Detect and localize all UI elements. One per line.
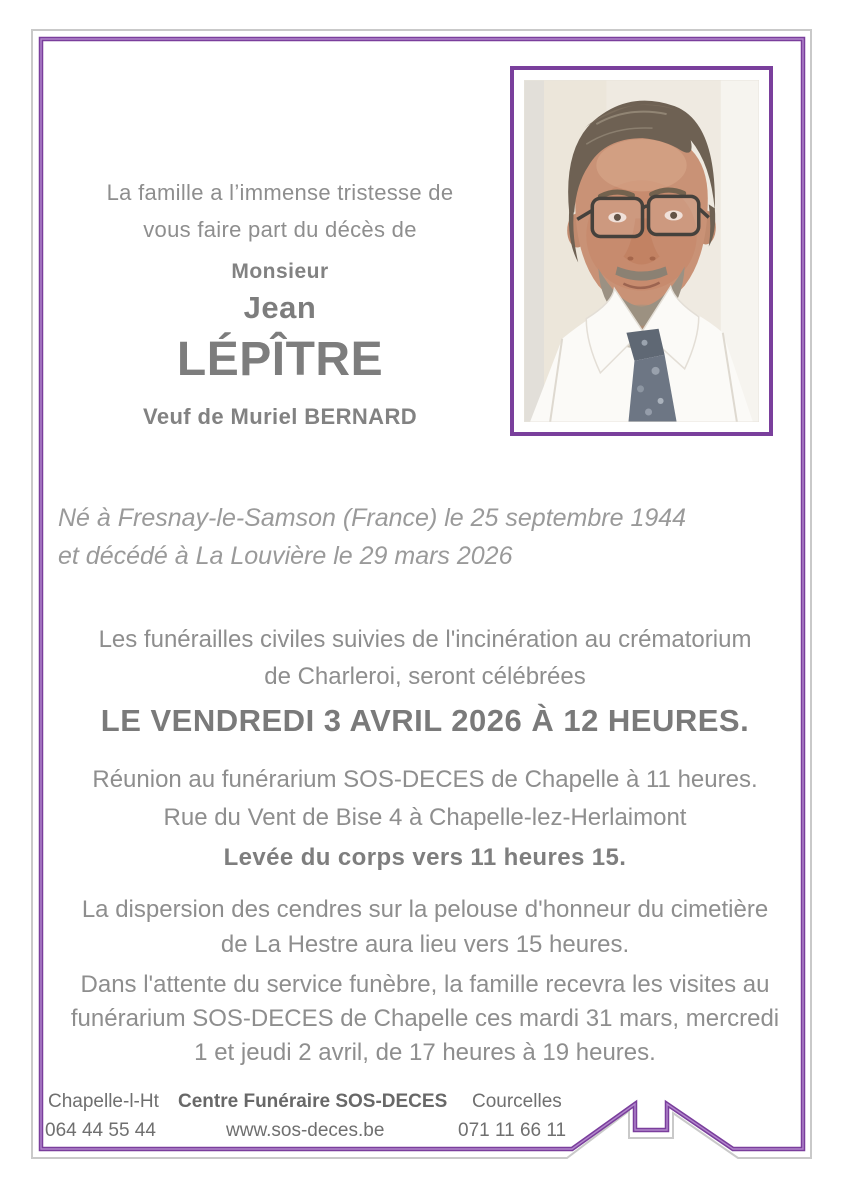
dispersion-line-2: de La Hestre aura lieu vers 15 heures. bbox=[220, 931, 630, 958]
footer-location-left: Chapelle-l-Ht bbox=[48, 1091, 159, 1112]
intro-line-1: La famille a l’immense tristesse de bbox=[106, 180, 454, 205]
death-line: et décédé à La Louvière le 29 mars 2026 bbox=[58, 542, 513, 570]
birth-line: Né à Fresnay-le-Samson (France) le 25 septembre 1944 bbox=[58, 504, 687, 532]
dispersion-text bbox=[44, 892, 806, 962]
levee-corps-line: Levée du corps vers 11 heures 15. bbox=[223, 844, 627, 871]
glasses bbox=[577, 196, 709, 236]
ceremony-date: LE VENDREDI 3 AVRIL 2026 À 12 HEURES. bbox=[100, 703, 750, 738]
footer-phone-right: 071 11 66 11 bbox=[458, 1120, 567, 1141]
intro-line-2: vous faire part du décès de bbox=[143, 217, 417, 242]
dispersion-line-1: La dispersion des cendres sur la pelouse d'honneur du cimetière bbox=[81, 896, 769, 923]
visits-line-3: 1 et jeudi 2 avril, de 17 heures à 19 heures. bbox=[194, 1039, 656, 1066]
last-name: LÉPÎTRE bbox=[176, 333, 384, 386]
footer-company-name: Centre Funéraire SOS-DECES bbox=[178, 1091, 448, 1112]
meeting-text bbox=[44, 761, 806, 837]
ceremony-line-1: Les funérailles civiles suivies de l'incinération au crématorium bbox=[98, 626, 752, 653]
footer-phone-left: 064 44 55 44 bbox=[45, 1120, 156, 1141]
ceremony-text bbox=[44, 621, 806, 695]
ceremony-line-2: de Charleroi, seront célébrées bbox=[264, 663, 586, 690]
intro-text bbox=[40, 174, 520, 248]
meeting-line-1: Réunion au funérarium SOS-DECES de Chapelle à 11 heures. bbox=[92, 766, 758, 793]
relation-line: Veuf de Muriel BERNARD bbox=[142, 404, 418, 429]
visits-line-1: Dans l'attente du service funèbre, la famille recevra les visites au bbox=[80, 971, 770, 998]
footer-location-right: Courcelles bbox=[472, 1091, 562, 1112]
first-name: Jean bbox=[243, 290, 317, 325]
birth-death-text bbox=[58, 499, 687, 575]
visits-text bbox=[44, 968, 806, 1070]
footer-website: www.sos-deces.be bbox=[226, 1120, 385, 1141]
footer-row-1 bbox=[0, 1091, 847, 1115]
portrait-photo-frame bbox=[510, 66, 773, 436]
portrait-photo bbox=[524, 80, 759, 422]
civility: Monsieur bbox=[231, 260, 329, 283]
footer-row-2 bbox=[0, 1120, 847, 1144]
visits-line-2: funérarium SOS-DECES de Chapelle ces mardi 31 mars, mercredi bbox=[70, 1005, 780, 1032]
meeting-line-2: Rue du Vent de Bise 4 à Chapelle-lez-Herlaimont bbox=[163, 804, 687, 831]
